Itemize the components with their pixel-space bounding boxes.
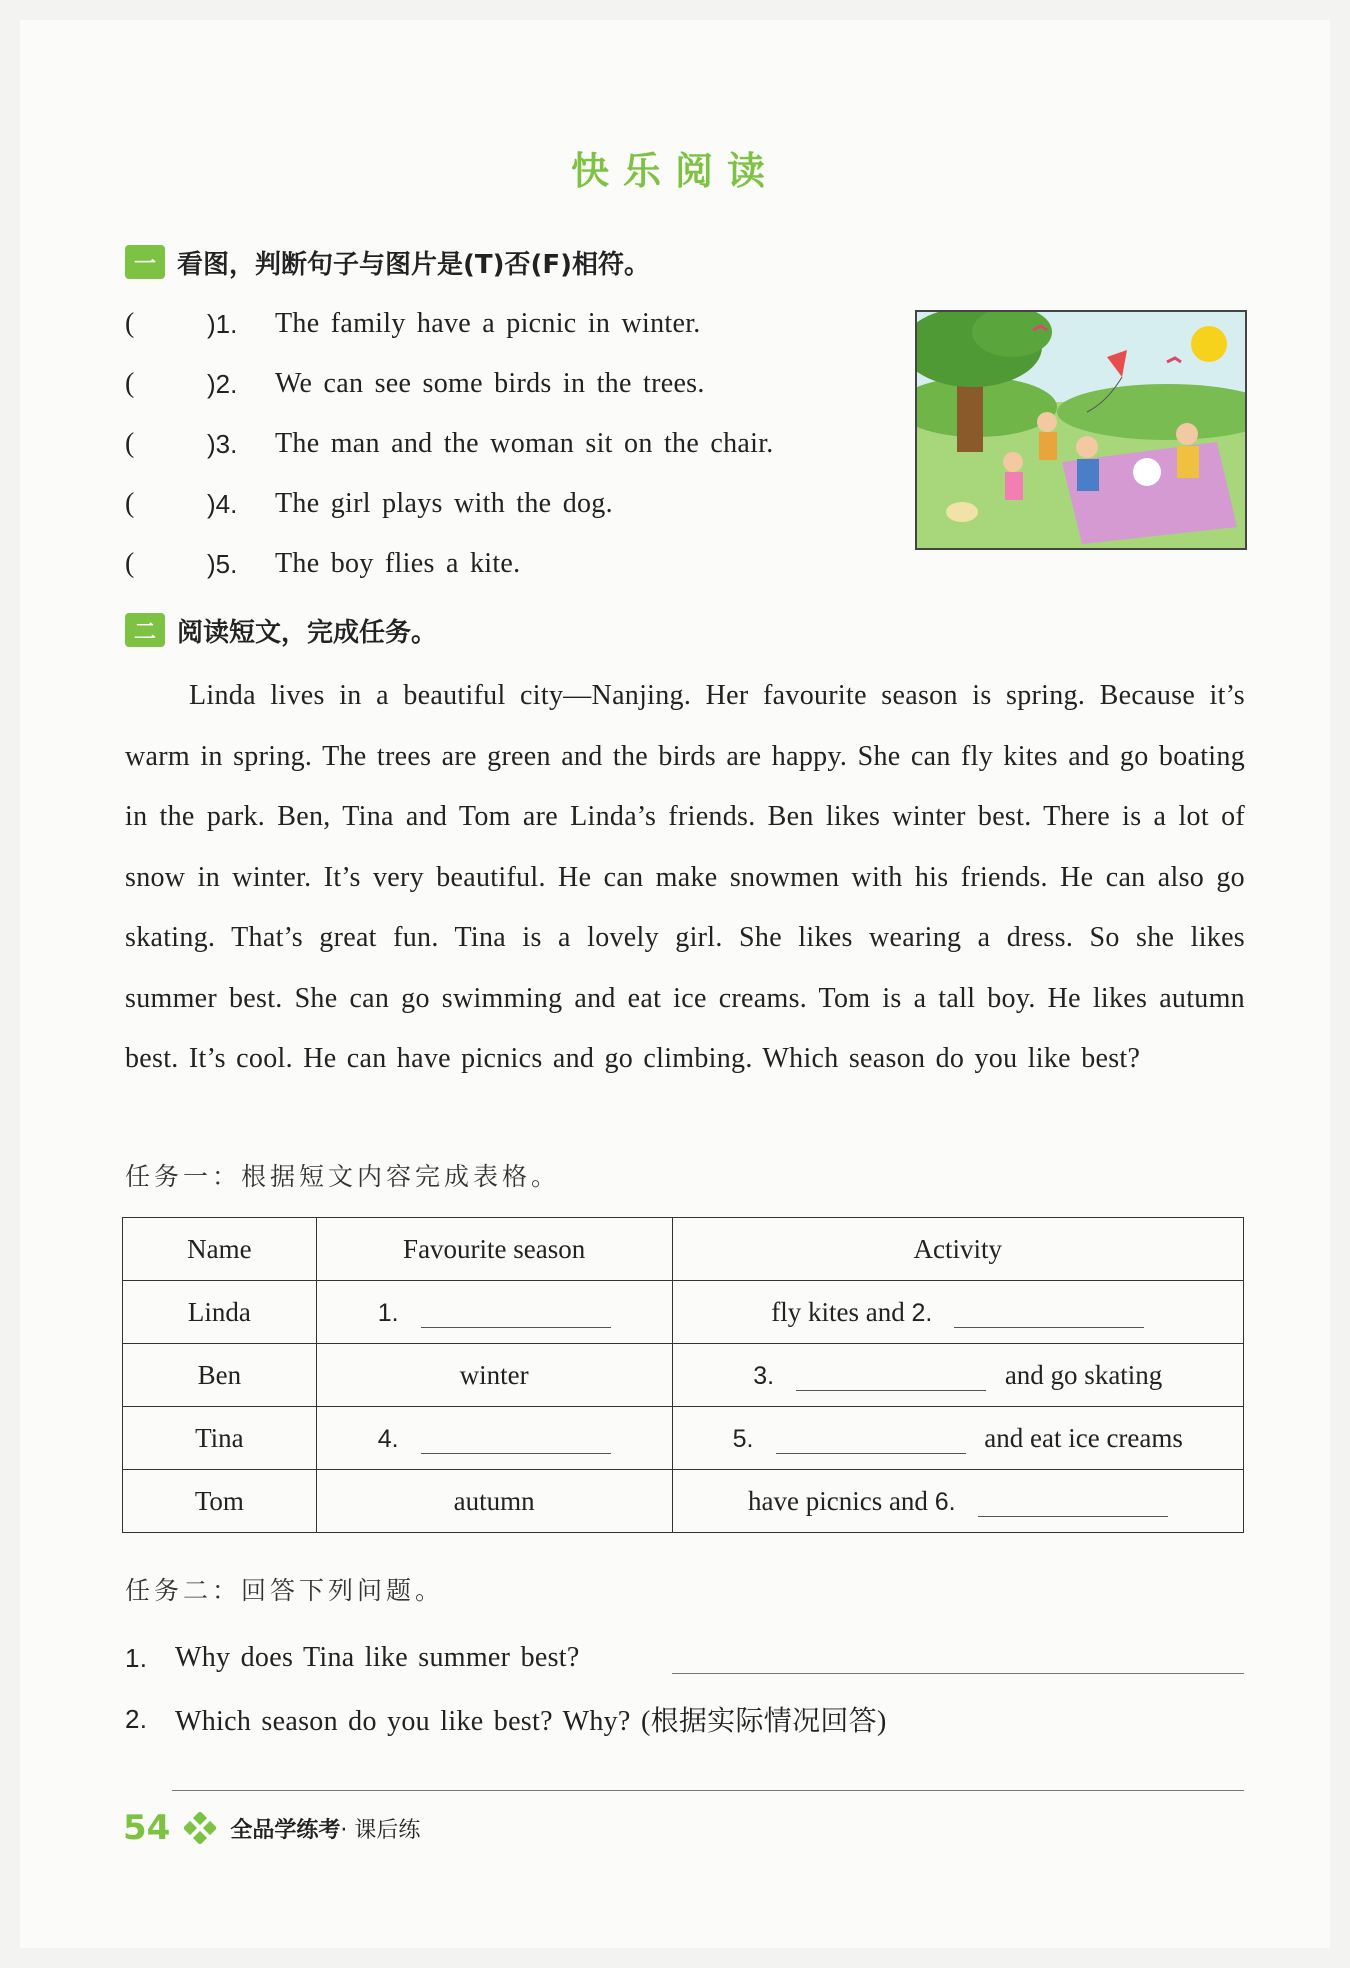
dog-icon [946, 502, 978, 522]
cell-season: autumn [316, 1470, 672, 1533]
question-text: Why does Tina like summer best? [175, 1642, 580, 1673]
fill-blank[interactable] [421, 1303, 611, 1328]
fill-blank[interactable] [421, 1429, 611, 1454]
question-1: 1. Why does Tina like summer best? [125, 1642, 580, 1673]
table-row [123, 1407, 1244, 1470]
tf-item-3: ( )3. The man and the woman sit on the chair. [125, 428, 774, 459]
passage-text: Linda lives in a beautiful city—Nanjing. Her favourite season is spring. Because it’s warm in spring. The trees are green and the birds are happy. She can fly kites and go boating in the park. Ben, Tina and Tom are Linda’s friends. Ben likes winter best. There is a lot of snow in winter. It’s very beautiful. He can make snowmen with his friends. He can also go skating. That’s great fun. Tina is a lovely girl. She likes wearing a dress. So she likes summer best. She can go swimming and eat ice creams. Tom is a tall boy. He likes autumn best. It’s cool. He can have picnics and go climbing. Which season do you like best? [125, 680, 1245, 1074]
question-text: Which season do you like best? Why? (根据实际情况回答) [175, 1706, 887, 1737]
fill-blank[interactable] [954, 1303, 1144, 1328]
table-header-row [123, 1218, 1244, 1281]
col-header-season: Favourite season [316, 1218, 672, 1281]
answer-line-2[interactable] [172, 1790, 1244, 1791]
section2-heading [125, 610, 437, 650]
cell-season: 4. [316, 1407, 672, 1470]
diamond-icon [184, 1812, 216, 1844]
task1-label: 任务一：根据短文内容完成表格。 [125, 1162, 561, 1191]
cell-name: Ben [123, 1344, 317, 1407]
brand-name: 全品学练考 [230, 1817, 341, 1843]
fill-blank[interactable] [978, 1492, 1168, 1517]
tf-item-1: ( )1. The family have a picnic in winter. [125, 308, 701, 339]
section1-heading [125, 242, 650, 282]
picnic-scene-svg [917, 312, 1245, 548]
col-header-name: Name [123, 1218, 317, 1281]
season-table [122, 1217, 1244, 1533]
page-footer [123, 1808, 420, 1848]
task2-label: 任务二：回答下列问题。 [125, 1576, 445, 1605]
answer-line-1[interactable] [672, 1673, 1244, 1674]
question-2: 2. Which season do you like best? Why? (根据实际情况回答) [125, 1697, 887, 1741]
cell-name: Tom [123, 1470, 317, 1533]
table-row [123, 1470, 1244, 1533]
section2-title: 阅读短文，完成任务。 [177, 617, 438, 648]
tf-item-2: ( )2. We can see some birds in the trees. [125, 368, 705, 399]
cell-season: 1. [316, 1281, 672, 1344]
tf-item-text: The family have a picnic in winter. [275, 308, 701, 339]
cell-name: Linda [123, 1281, 317, 1344]
tf-item-4: ( )4. The girl plays with the dog. [125, 488, 613, 519]
cell-activity: fly kites and 2. [672, 1281, 1243, 1344]
tf-item-text: We can see some birds in the trees. [275, 368, 705, 399]
reading-passage [125, 666, 1245, 1090]
page-title: 快乐阅读 [570, 149, 779, 193]
col-header-activity: Activity [672, 1218, 1243, 1281]
section1-badge: 一 [125, 245, 165, 279]
cell-activity: 5. and eat ice creams [672, 1407, 1243, 1470]
tf-item-5: ( )5. The boy flies a kite. [125, 548, 521, 579]
tf-item-text: The girl plays with the dog. [275, 488, 613, 519]
fill-blank[interactable] [776, 1429, 966, 1454]
fill-blank[interactable] [796, 1366, 986, 1391]
cell-name: Tina [123, 1407, 317, 1470]
cell-season: winter [316, 1344, 672, 1407]
section1-title: 看图，判断句子与图片是(T)否(F)相符。 [177, 249, 651, 280]
page-number: 54 [123, 1808, 171, 1848]
cell-activity: have picnics and 6. [672, 1470, 1243, 1533]
tf-item-text: The boy flies a kite. [275, 548, 521, 579]
cell-activity: 3. and go skating [672, 1344, 1243, 1407]
table-row [123, 1281, 1244, 1344]
picnic-illustration [915, 310, 1247, 550]
tf-item-text: The man and the woman sit on the chair. [275, 428, 774, 459]
table-row [123, 1344, 1244, 1407]
brand-sub: · 课后练 [340, 1817, 421, 1843]
section2-badge: 二 [125, 613, 165, 647]
sun-icon [1191, 326, 1227, 362]
